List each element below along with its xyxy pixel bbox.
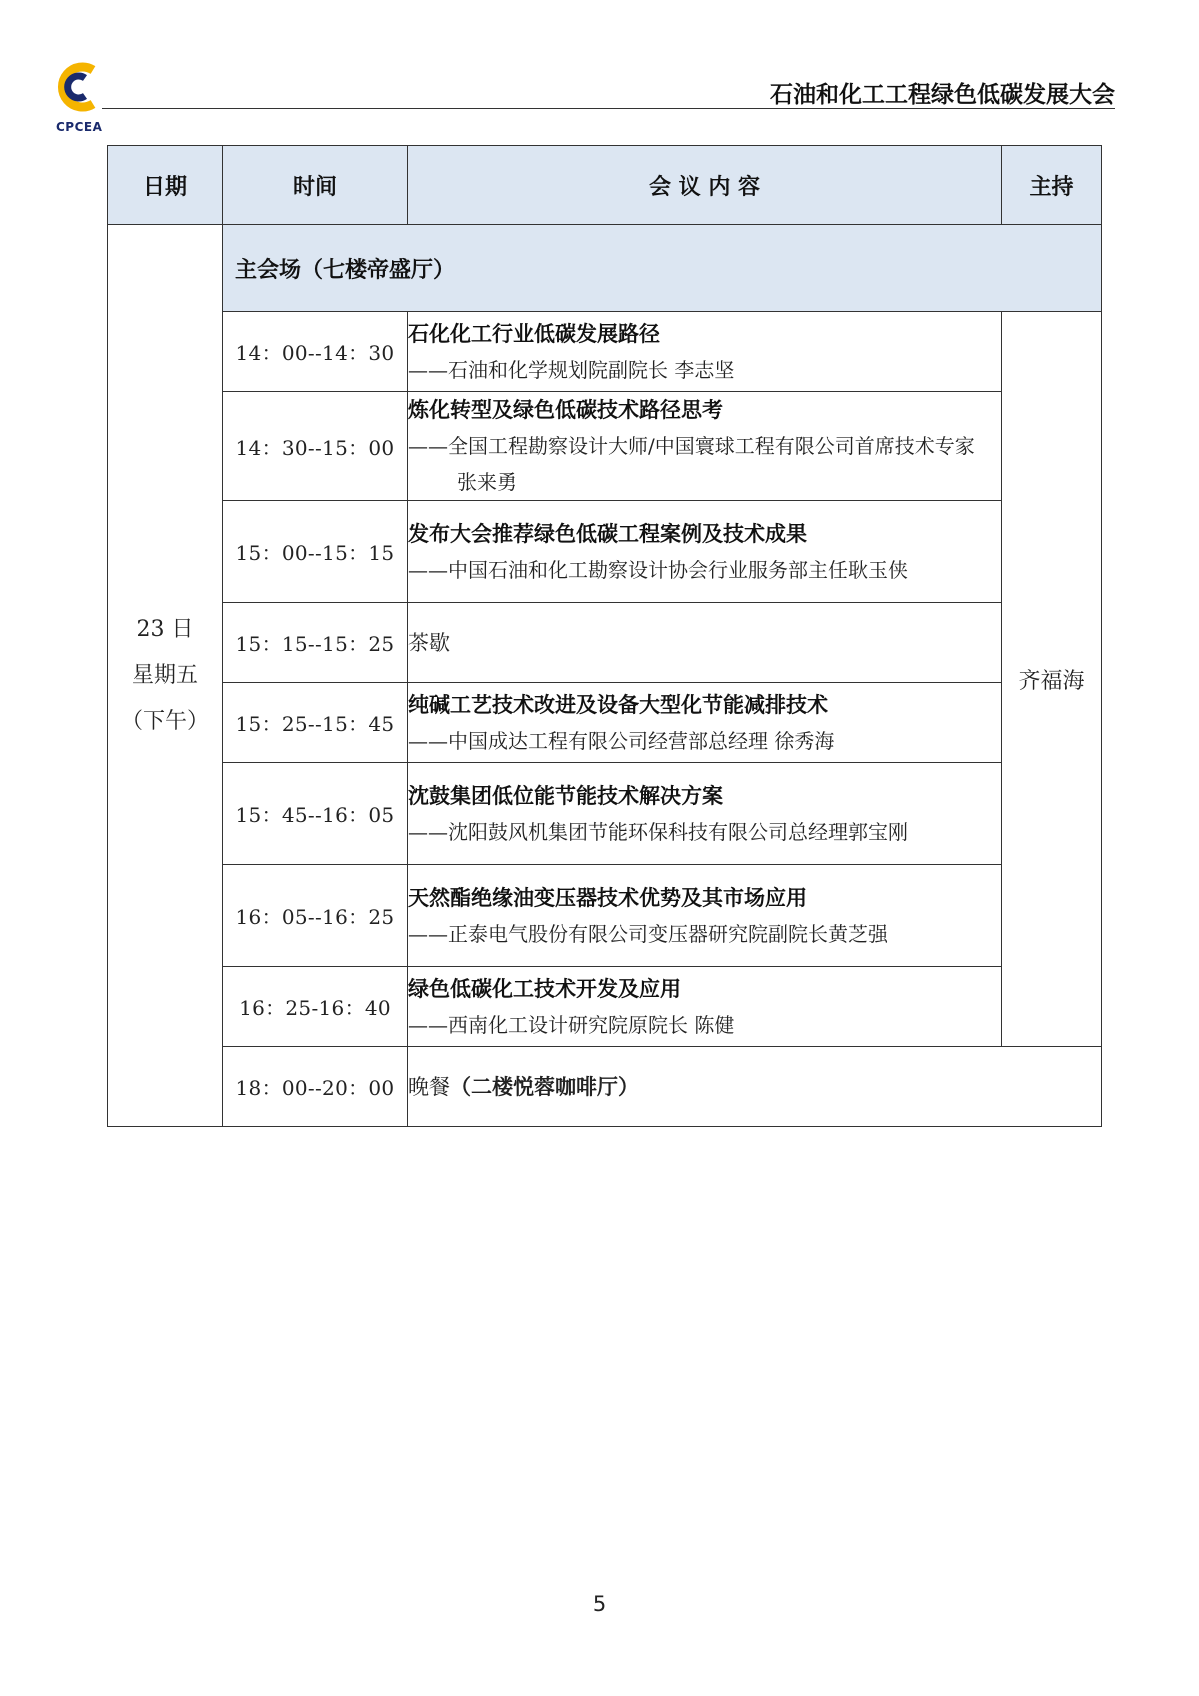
page-number: 5 [592,1592,607,1616]
talk-title: 绿色低碳化工技术开发及应用 [408,976,681,1001]
break-label: 茶歇 [408,630,450,655]
talk-title: 炼化转型及绿色低碳技术路径思考 [408,398,723,422]
session-content [408,763,1002,865]
schedule-table [107,145,1102,1127]
header-divider [102,108,1115,109]
venue-label: 主会场（七楼帝盛厅） [223,225,1102,312]
venue-row [108,225,1102,312]
talk-title: 沈鼓集团低位能节能技术解决方案 [408,783,723,808]
table-row [108,392,1102,501]
talk-speaker: ——石油和化学规划院副院长 李志坚 [408,357,735,382]
table-row [108,865,1102,967]
dinner-venue: （二楼悦蓉咖啡厅） [450,1074,639,1099]
table-row [108,312,1102,392]
talk-title: 天然酯绝缘油变压器技术优势及其市场应用 [408,885,807,910]
date-day: 23 日 [136,616,194,642]
session-content [408,312,1002,392]
column-header-time: 时间 [223,146,408,225]
session-time: 15：15--15：25 [223,603,408,683]
conference-title: 石油和化工工程绿色低碳发展大会 [770,82,1115,108]
dinner-label: 晚餐 [408,1074,450,1099]
table-row [108,967,1102,1047]
session-content [408,501,1002,603]
talk-speaker: ——全国工程勘察设计大师/中国寰球工程有限公司首席技术专家 张来勇 [408,434,975,494]
table-row [108,501,1102,603]
table-row [108,683,1102,763]
talk-speaker: ——正泰电气股份有限公司变压器研究院副院长黄芝强 [408,921,888,946]
cpcea-logo [55,60,103,120]
table-row [108,603,1102,683]
session-time: 16：25-16：40 [223,967,408,1047]
date-cell [108,225,223,1127]
talk-title: 纯碱工艺技术改进及设备大型化节能减排技术 [408,692,828,717]
session-content [408,392,1002,501]
page-header [55,60,1115,140]
session-time: 14：00--14：30 [223,312,408,392]
session-content [408,865,1002,967]
session-time: 15：45--16：05 [223,763,408,865]
talk-speaker: ——中国石油和化工勘察设计协会行业服务部主任耿玉侠 [408,557,908,582]
talk-speaker: ——西南化工设计研究院原院长 陈健 [408,1012,735,1037]
session-content [408,683,1002,763]
column-header-date: 日期 [108,146,223,225]
session-time: 15：00--15：15 [223,501,408,603]
column-header-host: 主持 [1002,146,1102,225]
talk-speaker: ——中国成达工程有限公司经营部总经理 徐秀海 [408,728,835,753]
session-content [408,967,1002,1047]
table-row [108,1047,1102,1127]
logo-text: CPCEA [56,120,103,134]
talk-title: 石化化工行业低碳发展路径 [408,321,660,346]
session-content [408,603,1002,683]
session-time: 14：30--15：00 [223,392,408,501]
dinner-time: 18：00--20：00 [223,1047,408,1127]
session-time: 16：05--16：25 [223,865,408,967]
table-header-row [108,146,1102,225]
host-cell: 齐福海 [1002,312,1102,1047]
talk-speaker: ——沈阳鼓风机集团节能环保科技有限公司总经理郭宝刚 [408,819,908,844]
column-header-content: 会 议 内 容 [408,146,1002,225]
date-weekday: 星期五 [131,662,198,688]
date-period: （下午） [120,708,209,734]
table-row [108,763,1102,865]
dinner-content [408,1047,1102,1127]
session-time: 15：25--15：45 [223,683,408,763]
talk-title: 发布大会推荐绿色低碳工程案例及技术成果 [408,521,807,546]
